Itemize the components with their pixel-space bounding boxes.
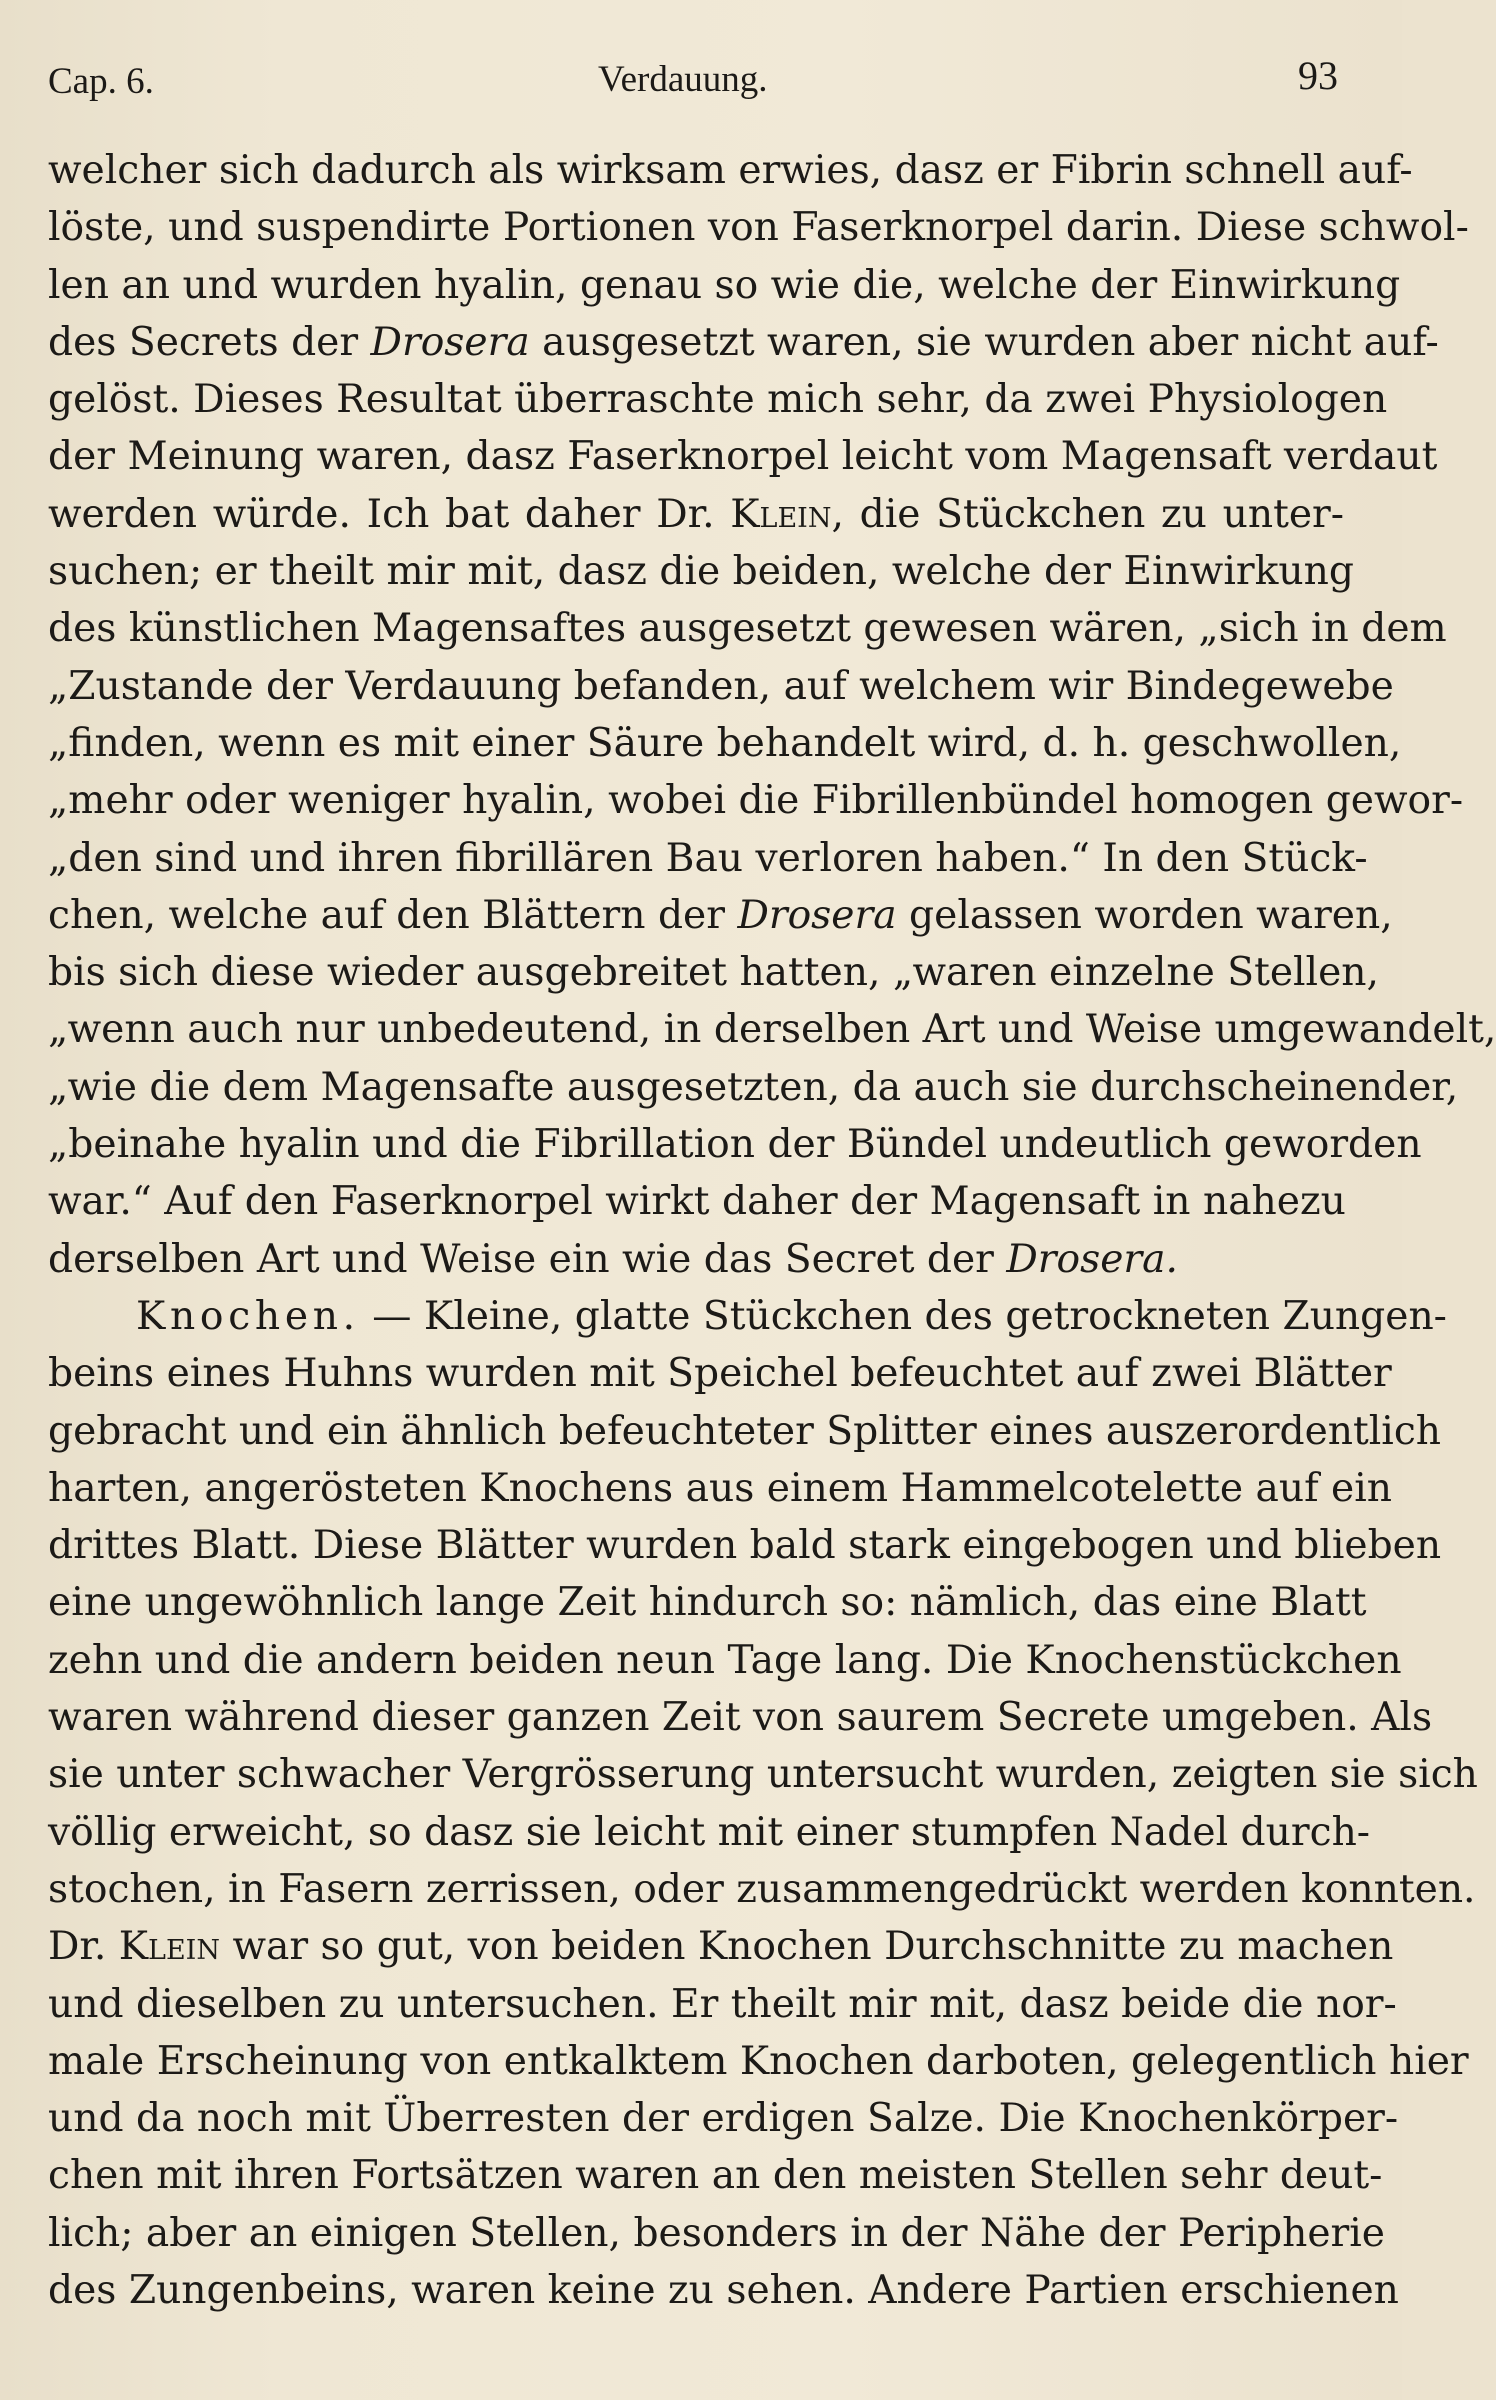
italic-genus-name: Drosera. xyxy=(1006,1236,1178,1282)
line-text: chen, welche auf den Blättern der xyxy=(48,892,738,938)
line-text: „wie die dem Magensafte ausgesetzten, da auch sie durchscheinender, xyxy=(48,1064,1459,1110)
text-line xyxy=(48,486,1344,543)
line-text: suchen; er theilt mir mit, dasz die beiden, welche der Einwirkung xyxy=(48,549,1354,595)
line-text: lich; aber an einigen Stellen, besonders in der Nähe der Peripherie xyxy=(48,2210,1385,2256)
text-line xyxy=(48,1574,1367,1631)
line-text: gebracht und ein ähnlich befeuchteter Splitter eines auszerordentlich xyxy=(48,1408,1442,1454)
text-line xyxy=(48,1460,1392,1517)
text-line xyxy=(48,887,1393,944)
text-line xyxy=(48,830,1368,887)
body-text xyxy=(48,142,1496,2319)
line-text: der Meinung waren, dasz Faserknorpel leicht vom Magensaft verdaut xyxy=(48,434,1438,480)
text-line xyxy=(48,1173,1344,1230)
text-line xyxy=(48,944,1379,1001)
author-name: Klein xyxy=(730,491,832,537)
text-line xyxy=(48,772,1464,829)
line-text: löste, und suspendirte Portionen von Faserknorpel darin. Diese schwol- xyxy=(48,205,1469,251)
text-line xyxy=(48,1632,1402,1689)
text-line xyxy=(48,2147,1383,2204)
text-line xyxy=(48,1804,1371,1861)
text-line xyxy=(48,1746,1478,1803)
line-text: gelöst. Dieses Resultat überraschte mich sehr, da zwei Physiologen xyxy=(48,377,1388,423)
running-title: Verdauung. xyxy=(598,59,768,100)
line-text: und dieselben zu untersuchen. Er theilt mir mit, dasz beide die nor- xyxy=(48,1981,1397,2027)
text-line xyxy=(48,715,1402,772)
text-line xyxy=(48,658,1394,715)
line-text: werden würde. Ich bat daher Dr. xyxy=(48,491,731,537)
line-text: „den sind und ihren fibrillären Bau verloren haben.“ In den Stück- xyxy=(48,835,1368,881)
text-line xyxy=(48,314,1439,371)
text-line xyxy=(48,257,1401,314)
text-line xyxy=(48,1001,1496,1058)
line-text: drittes Blatt. Diese Blätter wurden bald stark eingebogen und blieben xyxy=(48,1523,1442,1569)
text-line xyxy=(48,2033,1469,2090)
line-text: bis sich diese wieder ausgebreitet hatten, „waren einzelne Stellen, xyxy=(48,950,1379,996)
text-line xyxy=(48,543,1354,600)
text-line xyxy=(48,1689,1433,1746)
text-line xyxy=(48,199,1469,256)
text-line xyxy=(48,1976,1397,2033)
text-line xyxy=(48,371,1388,428)
line-text: völlig erweicht, so dasz sie leicht mit einer stumpfen Nadel durch- xyxy=(48,1809,1371,1855)
line-text: „mehr oder weniger hyalin, wobei die Fibrillenbündel homogen gewor- xyxy=(48,778,1464,824)
line-text: des Zungenbeins, waren keine zu sehen. Andere Partien erschienen xyxy=(48,2267,1399,2313)
text-line xyxy=(48,1861,1476,1918)
line-text: und da noch mit Überresten der erdigen Salze. Die Knochenkörper- xyxy=(48,2096,1399,2142)
line-text: „beinahe hyalin und die Fibrillation der Bündel undeutlich geworden xyxy=(48,1122,1422,1168)
line-text: „finden, wenn es mit einer Säure behandelt wird, d. h. geschwollen, xyxy=(48,720,1402,766)
line-text: stochen, in Fasern zerrissen, oder zusammengedrückt werden konnten. xyxy=(48,1866,1476,1912)
text-line xyxy=(48,2262,1399,2319)
line-text: sie unter schwacher Vergrösserung untersucht wurden, zeigten sie sich xyxy=(48,1752,1478,1798)
line-text: des Secrets der xyxy=(48,319,371,365)
text-line xyxy=(48,1345,1392,1402)
text-line xyxy=(48,1116,1422,1173)
text-line xyxy=(48,1918,1394,1975)
line-text: — Kleine, glatte Stückchen des getrockneten Zungen- xyxy=(359,1293,1447,1339)
page-number: 93 xyxy=(1298,53,1338,98)
line-text: des künstlichen Magensaftes ausgesetzt gewesen wären, „sich in dem xyxy=(48,606,1447,652)
line-text: „Zustande der Verdauung befanden, auf welchem wir Bindegewebe xyxy=(48,663,1394,709)
section-heading: Knochen. xyxy=(136,1293,360,1339)
line-text: war.“ Auf den Faserknorpel wirkt daher der Magensaft in nahezu xyxy=(48,1179,1346,1225)
text-line xyxy=(48,1231,1344,1288)
text-line xyxy=(48,2090,1399,2147)
line-text: len an und wurden hyalin, genau so wie die, welche der Einwirkung xyxy=(48,262,1401,308)
text-line xyxy=(48,1059,1459,1116)
italic-genus-name: Drosera xyxy=(737,892,897,938)
line-text: harten, angerösteten Knochens aus einem Hammelcotelette auf ein xyxy=(48,1465,1392,1511)
text-line xyxy=(48,1403,1442,1460)
line-text: Dr. xyxy=(48,1924,119,1970)
text-line xyxy=(48,142,1413,199)
line-text: welcher sich dadurch als wirksam erwies, dasz er Fibrin schnell auf- xyxy=(48,148,1413,193)
line-text: male Erscheinung von entkalktem Knochen darboten, gelegentlich hier xyxy=(48,2038,1469,2084)
line-text: beins eines Huhns wurden mit Speichel befeuchtet auf zwei Blätter xyxy=(48,1351,1392,1397)
line-text: chen mit ihren Fortsätzen waren an den meisten Stellen sehr deut- xyxy=(48,2153,1383,2199)
text-line xyxy=(48,2205,1385,2262)
line-text: ausgesetzt waren, sie wurden aber nicht auf- xyxy=(529,319,1439,365)
line-text: waren während dieser ganzen Zeit von saurem Secrete umgeben. Als xyxy=(48,1695,1433,1741)
line-text: , die Stückchen zu unter- xyxy=(831,491,1344,537)
line-text: zehn und die andern beiden neun Tage lang. Die Knochenstückchen xyxy=(48,1637,1402,1683)
line-text: derselben Art und Weise ein wie das Secret der xyxy=(48,1236,1007,1282)
line-text: eine ungewöhnlich lange Zeit hindurch so: nämlich, das eine Blatt xyxy=(48,1580,1367,1626)
page-header xyxy=(48,52,1342,102)
text-line xyxy=(48,428,1438,485)
text-line xyxy=(48,1517,1442,1574)
line-text: war so gut, von beiden Knochen Durchschnitte zu machen xyxy=(219,1924,1394,1970)
chapter-label: Cap. 6. xyxy=(48,61,154,102)
line-text: gelassen worden waren, xyxy=(896,892,1393,938)
line-text: „wenn auch nur unbedeutend, in derselben Art und Weise umgewandelt, xyxy=(48,1007,1496,1053)
italic-genus-name: Drosera xyxy=(370,319,530,365)
paragraph-start-line xyxy=(48,1288,1447,1345)
text-line xyxy=(48,600,1447,657)
author-name: Klein xyxy=(118,1924,220,1970)
